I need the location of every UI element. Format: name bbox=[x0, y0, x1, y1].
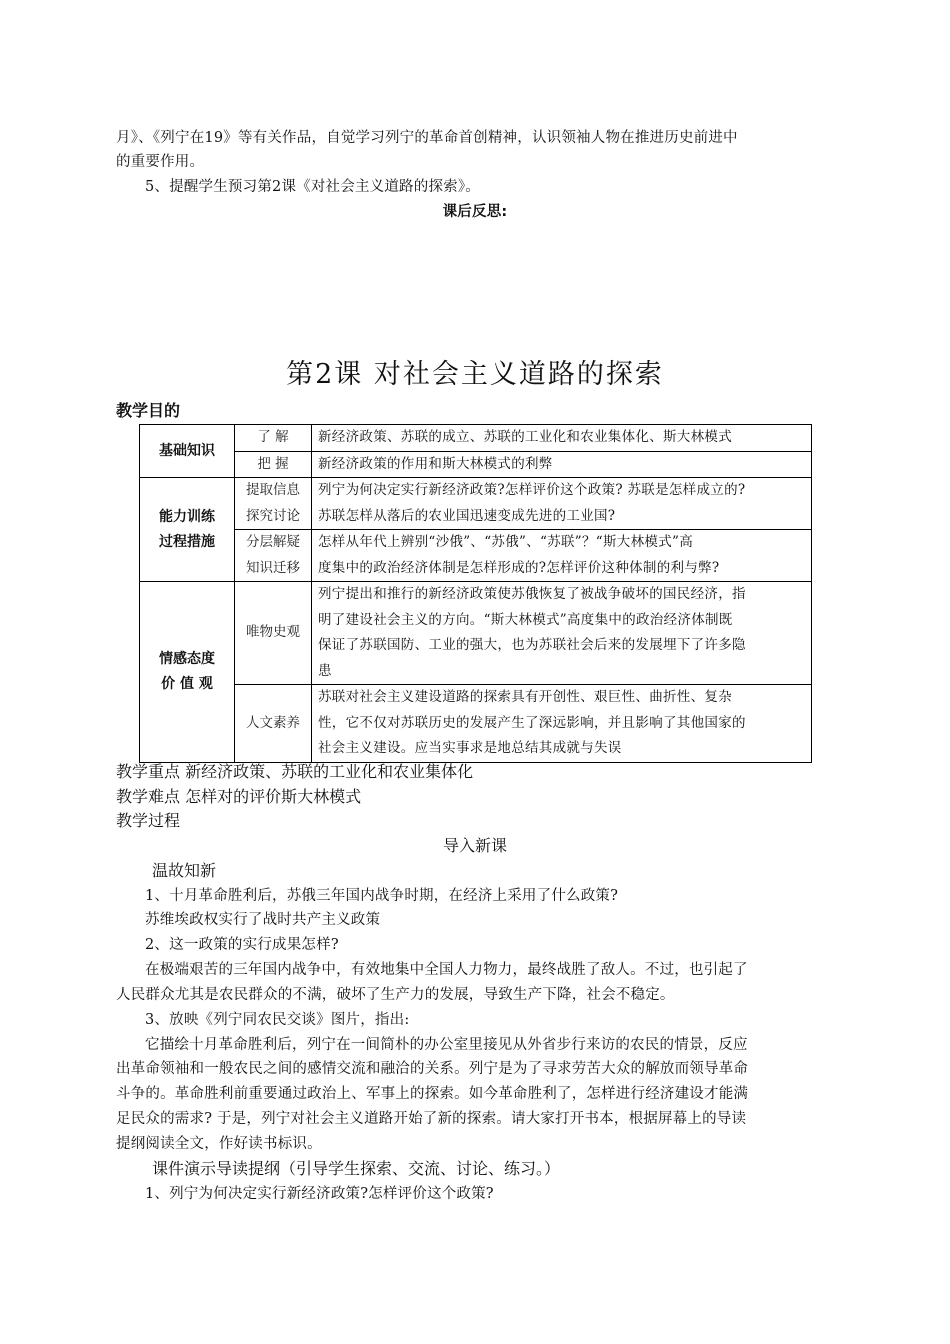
question-2: 2、这一政策的实行成果怎样? bbox=[145, 937, 339, 953]
answer-3-line-2: 出革命领袖和一般农民之间的感情交流和融洽的关系。列宁是为了寻求劳苦大众的解放而领导革命 bbox=[116, 1061, 749, 1077]
process-heading: 教学过程 bbox=[116, 811, 181, 830]
table-row bbox=[140, 582, 812, 685]
category-label: 过程措施 bbox=[159, 533, 215, 550]
lesson-title: 第2课 对社会主义道路的探索 bbox=[286, 359, 664, 390]
objectives-table bbox=[139, 424, 812, 763]
category-label: 情感态度 bbox=[159, 650, 215, 667]
intro-line-2: 的重要作用。 bbox=[116, 154, 205, 170]
objective-text-line: 明了建设社会主义的方向。“斯大林模式”高度集中的政治经济体制既 bbox=[318, 611, 733, 628]
sub-label: 唯物史观 bbox=[235, 582, 312, 685]
objective-text: 新经济政策、苏联的成立、苏联的工业化和农业集体化、斯大林模式 bbox=[312, 425, 812, 452]
intro-line-3: 5、提醒学生预习第2课《对社会主义道路的探索》。 bbox=[145, 179, 480, 195]
difficult-point: 教学难点 怎样对的评价斯大林模式 bbox=[116, 787, 362, 806]
category-basic: 基础知识 bbox=[140, 425, 235, 478]
key-point: 教学重点 新经济政策、苏联的工业化和农业集体化 bbox=[116, 762, 474, 781]
courseware-outline: 课件演示导读提纲（引导学生探索、交流、讨论、练习。） bbox=[152, 1159, 561, 1178]
objective-text bbox=[312, 478, 812, 530]
question-1: 1、十月革命胜利后，苏俄三年国内战争时期，在经济上采用了什么政策? bbox=[145, 888, 619, 904]
sub-label: 了 解 bbox=[235, 425, 312, 452]
objective-text: 新经济政策的作用和斯大林模式的利弊 bbox=[312, 451, 812, 478]
category-ability bbox=[140, 478, 235, 582]
answer-1: 苏维埃政权实行了战时共产主义政策 bbox=[145, 912, 381, 928]
reflection-heading: 课后反思: bbox=[442, 204, 508, 220]
sub-label: 人文素养 bbox=[235, 685, 312, 763]
objective-text-line: 列宁为何决定实行新经济政策?怎样评价这个政策? 苏联是怎样成立的? bbox=[318, 482, 746, 498]
sub-label bbox=[235, 530, 312, 582]
objective-text bbox=[312, 685, 812, 763]
objective-text-line: 列宁提出和推行的新经济政策使苏俄恢复了被战争破坏的国民经济，指 bbox=[318, 586, 746, 602]
table-row bbox=[140, 530, 812, 582]
answer-3-line-3: 斗争的。革命胜利前重要通过政治上、军事上的探索。如今革命胜利了，怎样进行经济建设才能满 bbox=[116, 1086, 749, 1102]
objective-text-line: 性，它不仅对苏联历史的发展产生了深远影响，并且影响了其他国家的 bbox=[318, 714, 746, 731]
objective-text-line: 苏联怎样从落后的农业国迅速变成先进的工业国? bbox=[318, 507, 616, 524]
objective-text-line: 苏联对社会主义建设道路的探索具有开创性、艰巨性、曲折性、复杂 bbox=[318, 689, 732, 705]
answer-3-line-1: 它描绘十月革命胜利后，列宁在一间简朴的办公室里接见从外省步行来访的农民的情景，反应 bbox=[145, 1037, 748, 1053]
question-3: 3、放映《列宁同农民交谈》图片，指出: bbox=[145, 1012, 410, 1028]
answer-3-line-4: 足民众的需求? 于是，列宁对社会主义道路开始了新的探索。请大家打开书本，根据屏幕上的导读 bbox=[116, 1111, 747, 1127]
new-lesson-heading: 导入新课 bbox=[442, 836, 507, 855]
sub-label-line: 探究讨论 bbox=[246, 507, 300, 524]
objective-text-line: 怎样从年代上辨别“沙俄”、“苏俄”、“苏联”？“斯大林模式”高 bbox=[318, 534, 694, 550]
table-row bbox=[140, 451, 812, 478]
sub-label-line: 知识迁移 bbox=[246, 559, 300, 576]
objective-text-line: 保证了苏联国防、工业的强大，也为苏联社会后来的发展埋下了许多隐 bbox=[318, 637, 746, 653]
sub-label-line: 分层解疑 bbox=[246, 534, 300, 550]
objectives-heading: 教学目的 bbox=[116, 401, 181, 420]
sub-label bbox=[235, 478, 312, 530]
category-label: 价 值 观 bbox=[161, 675, 213, 692]
question-4: 1、列宁为何决定实行新经济政策?怎样评价这个政策? bbox=[145, 1186, 494, 1202]
answer-2-line-2: 人民群众尤其是农民群众的不满，破坏了生产力的发展，导致生产下降，社会不稳定。 bbox=[116, 987, 675, 1003]
objective-text-line: 患 bbox=[318, 662, 332, 679]
sub-label-line: 提取信息 bbox=[246, 482, 300, 498]
objective-text-line: 度集中的政治经济体制是怎样形成的?怎样评价这种体制的利与弊? bbox=[318, 559, 720, 576]
table-row bbox=[140, 478, 812, 530]
objective-text bbox=[312, 582, 812, 685]
answer-2-line-1: 在极端艰苦的三年国内战争中，有效地集中全国人力物力，最终战胜了敌人。不过，也引起了 bbox=[145, 962, 748, 978]
table-row bbox=[140, 685, 812, 763]
objective-text bbox=[312, 530, 812, 582]
objective-text-line: 社会主义建设。应当实事求是地总结其成就与失误 bbox=[318, 740, 622, 756]
review-heading: 温故知新 bbox=[152, 861, 217, 880]
category-emotion bbox=[140, 582, 235, 763]
answer-3-line-5: 提纲阅读全文，作好读书标识。 bbox=[116, 1136, 322, 1152]
sub-label: 把 握 bbox=[235, 451, 312, 478]
category-label: 能力训练 bbox=[159, 508, 215, 525]
intro-line-1: 月》、《列宁在19》等有关作品，自觉学习列宁的革命首创精神，认识领袖人物在推进历史前进中 bbox=[116, 130, 738, 146]
table-row bbox=[140, 425, 812, 452]
